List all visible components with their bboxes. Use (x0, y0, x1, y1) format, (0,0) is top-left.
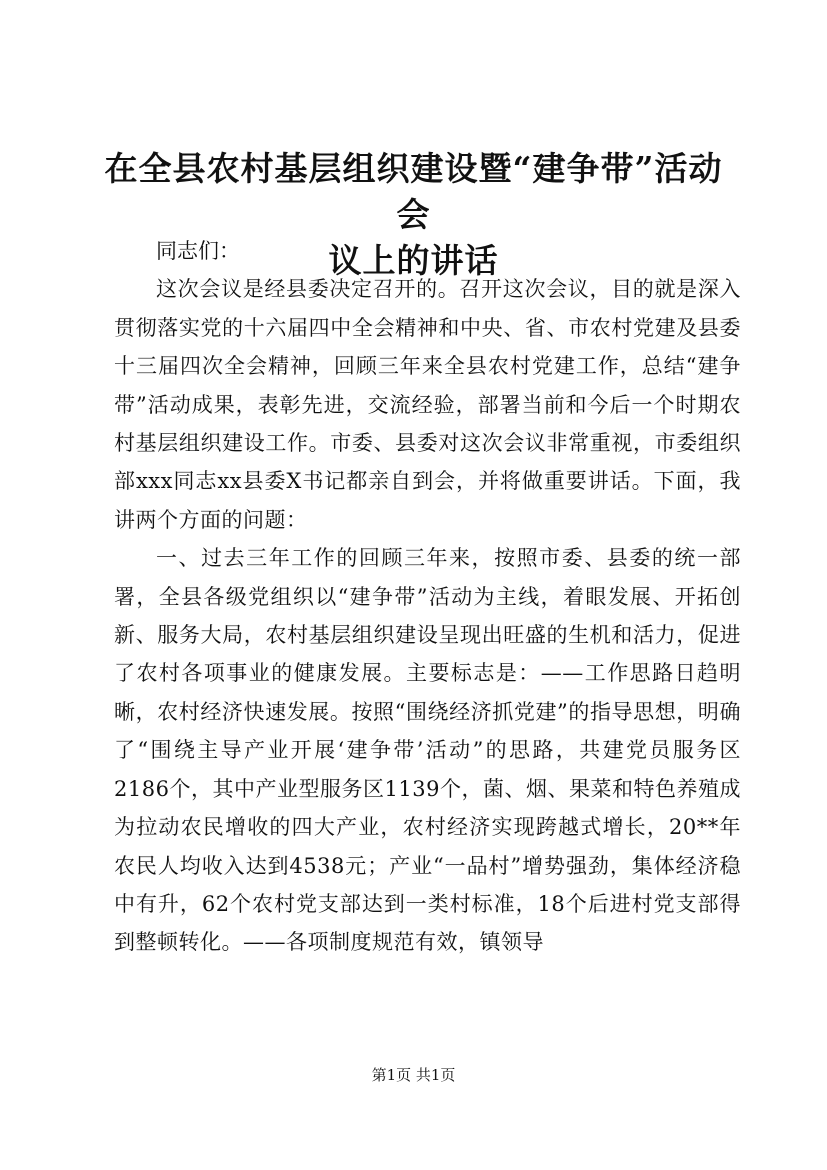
salutation: 同志们： (156, 239, 240, 263)
paragraph-2: 一、过去三年工作的回顾三年来，按照市委、县委的统一部署，全县各级党组织以“建争带”活动为主线，着眼发展、开拓创新、服务大局，农村基层组织建设呈现出旺盛的生机和活力，促进了农村各项事业的健康发展。主要标志是：——工作思路日趋明晰，农村经济快速发展。按照“围绕经济抓党建”的指导思想，明确了“围绕主导产业开展‘建争带’活动”的思路，共建党员服务区2186个，其中产业型服务区1139个，菌、烟、果菜和特色养殖成为拉动农民增收的四大产业，农村经济实现跨越式增长，20**年农民人均收入达到4538元；产业“一品村”增势强劲，集体经济稳中有升，62个农村党支部达到一类村标准，18个后进村党支部得到整顿转化。——各项制度规范有效，镇领导 (114, 546, 741, 955)
title-line-1: 在全县农村基层组织建设暨“建争带”活动会 (104, 149, 723, 234)
page-footer: 第1页 共1页 (371, 1066, 456, 1084)
document-body (114, 232, 741, 962)
paragraph-1: 这次会议是经县委决定召开的。召开这次会议，目的就是深入贯彻落实党的十六届四中全会精神和中央、省、市农村党建及县委十三届四次全会精神，回顾三年来全县农村党建工作，总结“建争带”活动成果，表彰先进，交流经验，部署当前和今后一个时期农村基层组织建设工作。市委、县委对这次会议非常重视，市委组织部xxx同志xx县委X书记都亲自到会，并将做重要讲话。下面，我讲两个方面的问题： (114, 277, 741, 532)
title-line-2: 议上的讲话 (328, 241, 499, 280)
